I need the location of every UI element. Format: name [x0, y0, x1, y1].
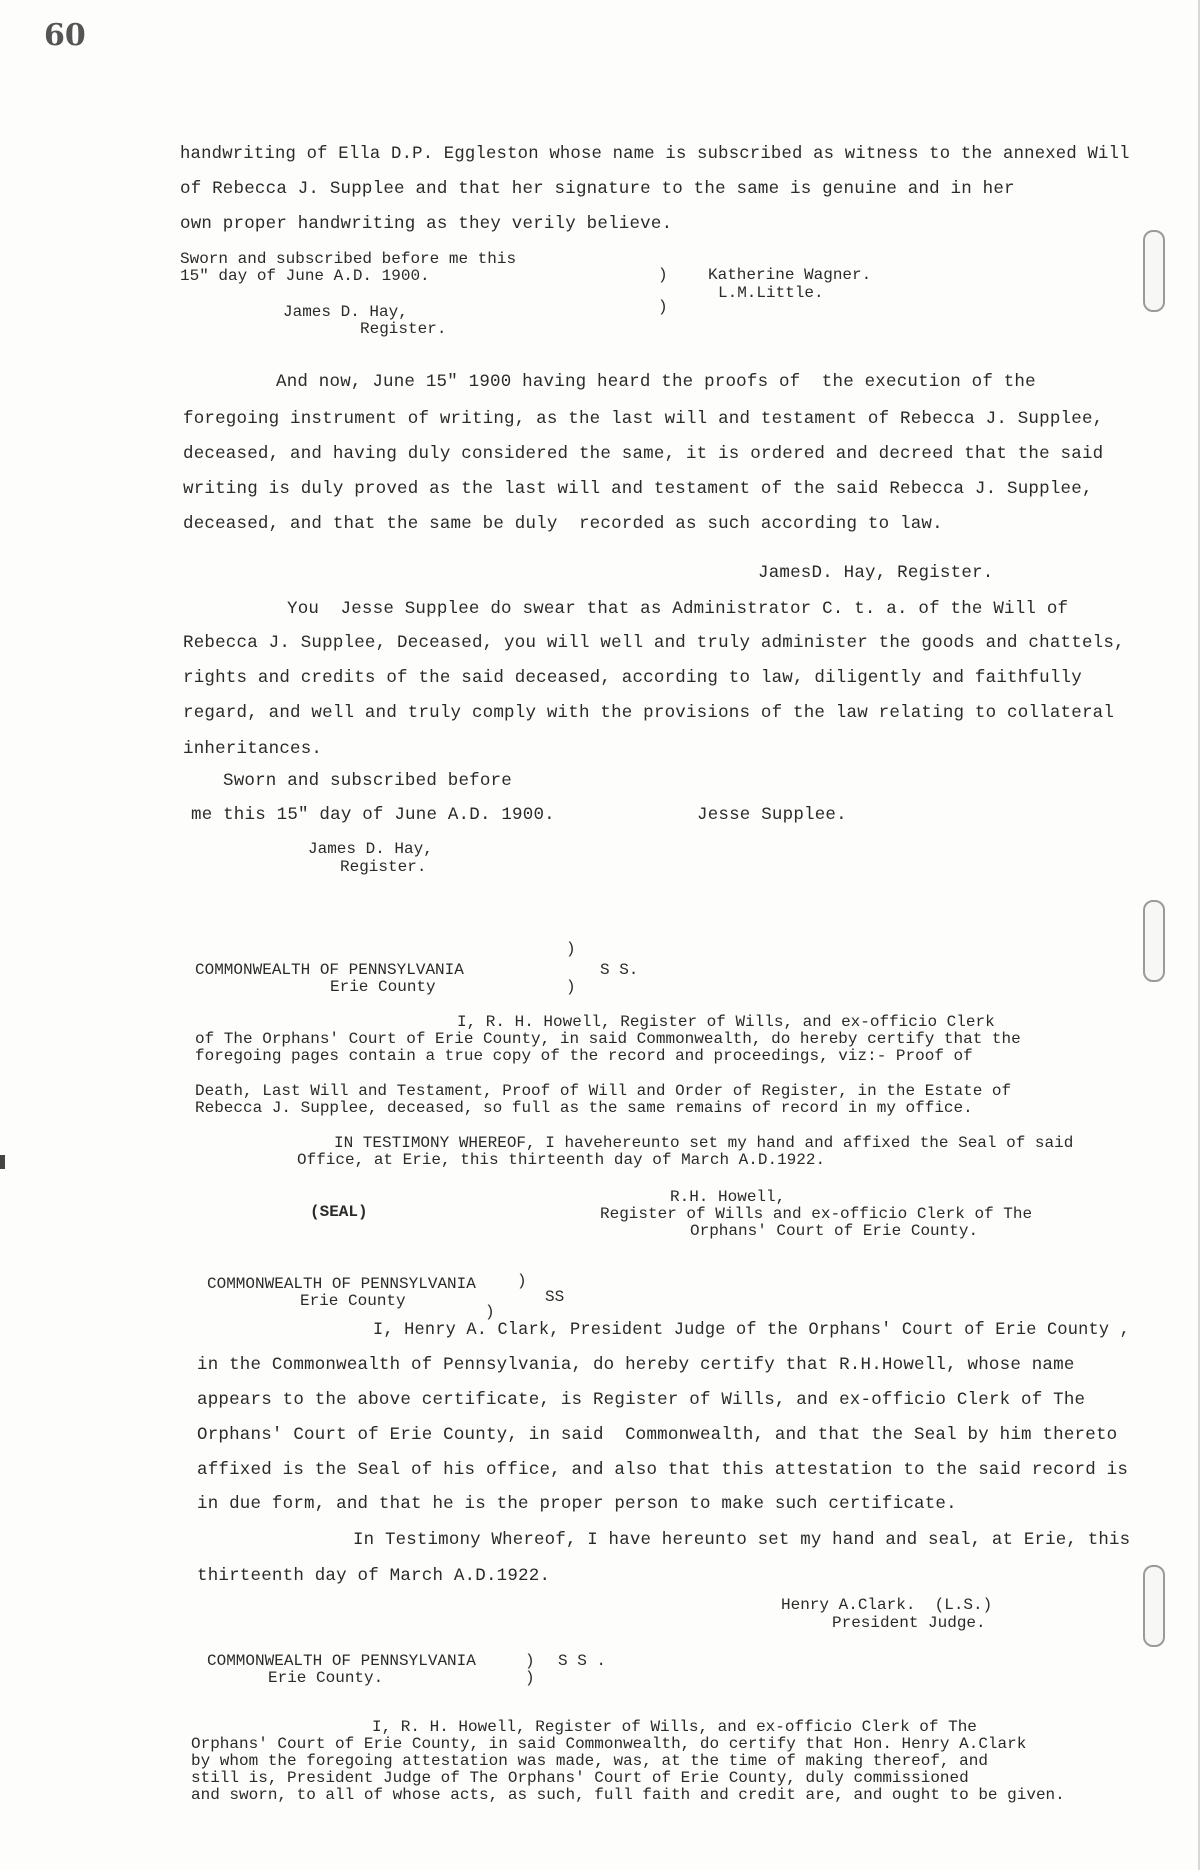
text-line: of The Orphans' Court of Erie County, in said Commonwealth, do hereby certify that the	[195, 1030, 1021, 1048]
text-line: own proper handwriting as they verily believe.	[180, 214, 673, 234]
text-line: Orphans' Court of Erie County, in said Commonwealth, and that the Seal by him thereto	[197, 1425, 1118, 1445]
paren: )	[566, 978, 576, 996]
certificate-county: Erie County.	[268, 1669, 384, 1687]
register-name: James D. Hay,	[308, 840, 433, 858]
text-line: in due form, and that he is the proper person to make such certificate.	[197, 1494, 957, 1514]
ss-mark: S S .	[558, 1652, 607, 1670]
text-line: foregoing pages contain a true copy of the record and proceedings, viz:- Proof of	[195, 1047, 973, 1065]
oath-line: Sworn and subscribed before	[223, 771, 512, 791]
text-line: still is, President Judge of The Orphans' Court of Erie County, duly commissioned	[191, 1769, 969, 1787]
certificate-heading: COMMONWEALTH OF PENNSYLVANIA	[207, 1275, 476, 1293]
text-line: And now, June 15" 1900 having heard the proofs of the execution of the	[276, 372, 1036, 392]
text-line: writing is duly proved as the last will and testament of the said Rebecca J. Supplee,	[183, 479, 1093, 499]
text-line: of Rebecca J. Supplee and that her signature to the same is genuine and in her	[180, 179, 1015, 199]
oath-signer: Jesse Supplee.	[697, 805, 847, 825]
signature-title: Register of Wills and ex-officio Clerk of The	[600, 1205, 1033, 1223]
text-line: I, R. H. Howell, Register of Wills, and ex-officio Clerk	[457, 1013, 995, 1031]
certificate-county: Erie County	[300, 1292, 406, 1310]
text-line: Rebecca J. Supplee, deceased, so full as the same remains of record in my office.	[195, 1099, 973, 1117]
page-number: 60	[44, 18, 86, 53]
register-title: Register.	[360, 320, 447, 338]
register-name: James D. Hay,	[283, 303, 408, 321]
paren: )	[658, 266, 668, 284]
paren: )	[566, 940, 576, 958]
text-line: affixed is the Seal of his office, and also that this attestation to the said record is	[197, 1460, 1129, 1480]
paren: )	[517, 1272, 527, 1290]
text-line: You Jesse Supplee do swear that as Administrator C. t. a. of the Will of	[287, 599, 1069, 619]
text-line: Rebecca J. Supplee, Deceased, you will well and truly administer the goods and chattels,	[183, 633, 1125, 653]
signature-name: R.H. Howell,	[670, 1188, 786, 1206]
oath-date: 15" day of June A.D. 1900.	[180, 267, 430, 285]
text-line: handwriting of Ella D.P. Eggleston whose name is subscribed as witness to the annexed Will	[180, 144, 1130, 164]
certificate-heading: COMMONWEALTH OF PENNSYLVANIA	[195, 961, 464, 979]
paren: )	[485, 1303, 495, 1321]
text-line: by whom the foregoing attestation was made, was, at the time of making thereof, and	[191, 1752, 988, 1770]
text-line: IN TESTIMONY WHEREOF, I havehereunto set my hand and affixed the Seal of said	[334, 1134, 1074, 1152]
seal-label: (SEAL)	[310, 1203, 368, 1221]
paren: )	[525, 1652, 535, 1670]
register-title: Register.	[340, 858, 427, 876]
certificate-heading: COMMONWEALTH OF PENNSYLVANIA	[207, 1652, 476, 1670]
text-line: thirteenth day of March A.D.1922.	[197, 1566, 551, 1586]
text-line: Death, Last Will and Testament, Proof of Will and Order of Register, in the Estate of	[195, 1082, 1012, 1100]
text-line: inheritances.	[183, 739, 323, 759]
signature-title: Orphans' Court of Erie County.	[690, 1222, 979, 1240]
oath-line: Sworn and subscribed before me this	[180, 250, 517, 268]
edge-mark	[0, 1155, 5, 1169]
binder-hole-top	[1143, 230, 1165, 312]
paren: )	[658, 298, 668, 316]
ss-mark: SS	[545, 1288, 565, 1306]
text-line: Office, at Erie, this thirteenth day of March A.D.1922.	[297, 1151, 826, 1169]
text-line: deceased, and having duly considered the same, it is ordered and decreed that the said	[183, 444, 1104, 464]
text-line: appears to the above certificate, is Register of Wills, and ex-officio Clerk of The	[197, 1390, 1086, 1410]
oath-date: me this 15" day of June A.D. 1900.	[191, 805, 555, 825]
text-line: rights and credits of the said deceased, according to law, diligently and faithfully	[183, 668, 1082, 688]
text-line: deceased, and that the same be duly recorded as such according to law.	[183, 514, 943, 534]
binder-hole-bottom	[1143, 1565, 1165, 1647]
ss-mark: S S.	[600, 961, 639, 979]
text-line: I, Henry A. Clark, President Judge of the Orphans' Court of Erie County ,	[373, 1320, 1131, 1340]
text-line: regard, and well and truly comply with the provisions of the law relating to collateral	[183, 703, 1115, 723]
text-line: Orphans' Court of Erie County, in said Commonwealth, do certify that Hon. Henry A.Clark	[191, 1735, 1027, 1753]
decree-signature: JamesD. Hay, Register.	[758, 563, 994, 583]
text-line: foregoing instrument of writing, as the last will and testament of Rebecca J. Supplee,	[183, 409, 1104, 429]
paren: )	[525, 1669, 535, 1687]
signature-title: President Judge.	[832, 1614, 986, 1632]
witness-name: Katherine Wagner.	[708, 266, 872, 284]
binder-hole-middle	[1143, 900, 1165, 982]
witness-name: L.M.Little.	[718, 284, 824, 302]
text-line: In Testimony Whereof, I have hereunto set my hand and seal, at Erie, this	[353, 1530, 1131, 1550]
certificate-county: Erie County	[330, 978, 436, 996]
text-line: in the Commonwealth of Pennsylvania, do hereby certify that R.H.Howell, whose name	[197, 1355, 1075, 1375]
text-line: I, R. H. Howell, Register of Wills, and ex-officio Clerk of The	[372, 1718, 977, 1736]
text-line: and sworn, to all of whose acts, as such, full faith and credit are, and ought to be given.	[191, 1786, 1065, 1804]
signature-name: Henry A.Clark. (L.S.)	[781, 1596, 993, 1614]
